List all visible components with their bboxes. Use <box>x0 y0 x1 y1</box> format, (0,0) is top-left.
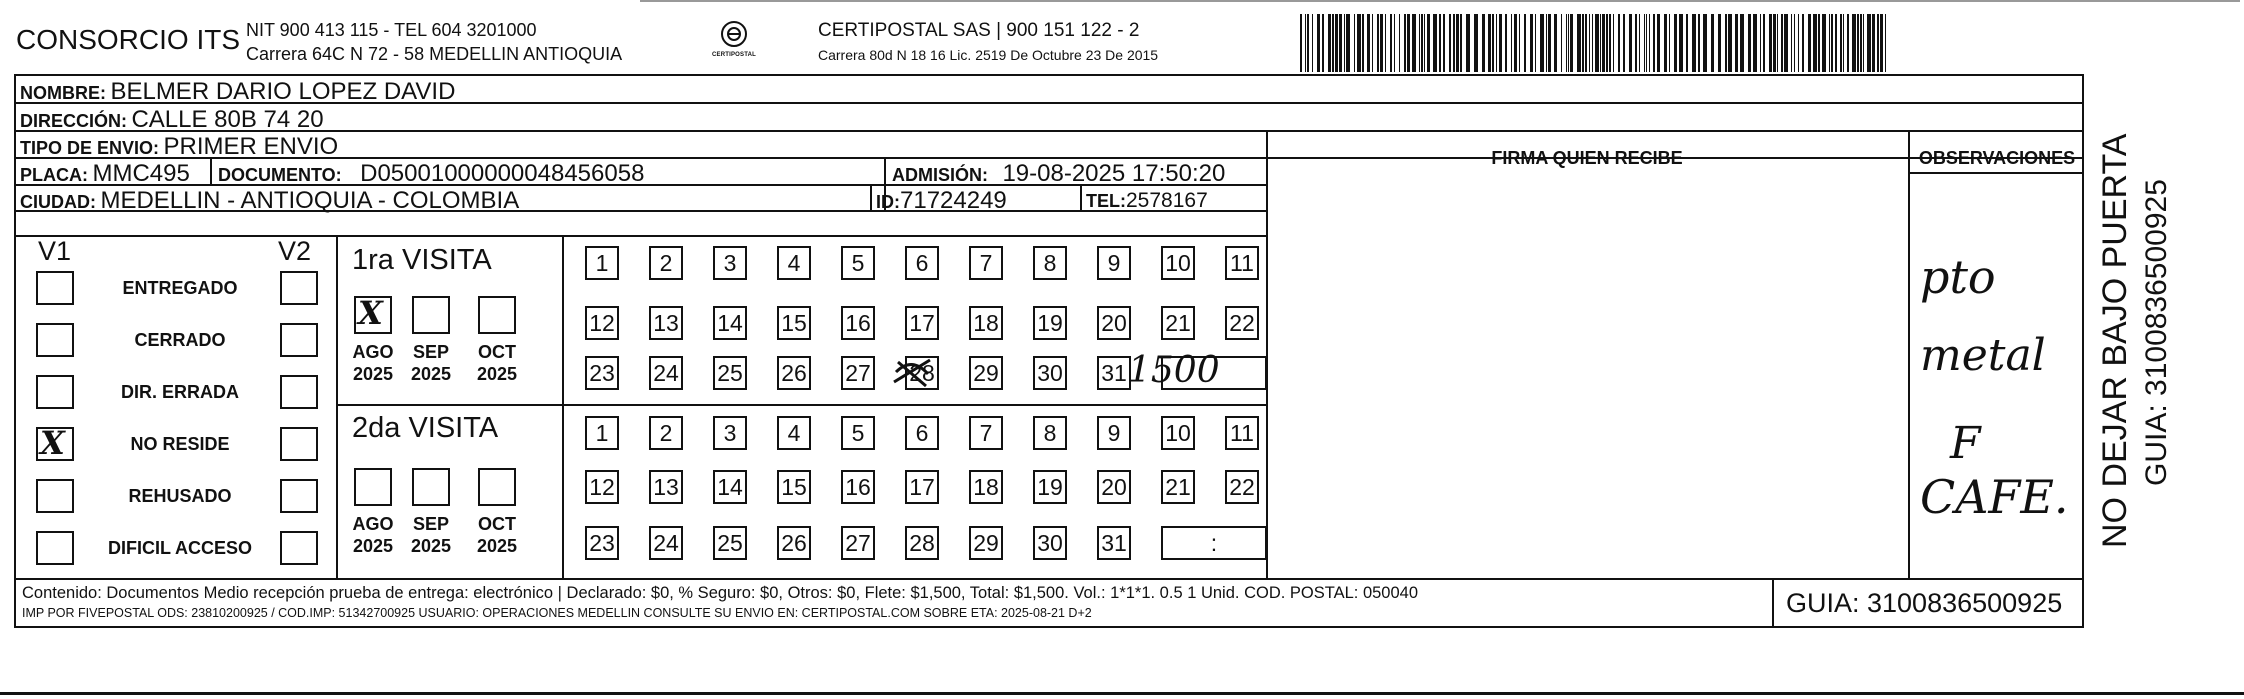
visita2-day-box[interactable]: 23 <box>585 526 619 560</box>
obs-handwriting-2: metal <box>1920 330 2046 381</box>
documento-row <box>218 160 644 188</box>
col-days-left <box>562 235 564 580</box>
visita1-day-box[interactable]: 2 <box>649 246 683 280</box>
row-line-obs <box>1908 172 2084 174</box>
frame-left-foot <box>14 578 16 628</box>
visita1-month-label: SEP <box>412 342 450 362</box>
visita2-day-box[interactable]: 8 <box>1033 416 1067 450</box>
ciudad-label: CIUDAD: <box>20 192 96 212</box>
visita2-day-box[interactable]: 27 <box>841 526 875 560</box>
col-obs-left <box>1908 130 1910 580</box>
visita2-day-box[interactable]: 30 <box>1033 526 1067 560</box>
frame-left <box>14 74 16 580</box>
visita2-year-label: 2025 <box>410 536 452 556</box>
visita2-day-box[interactable]: 15 <box>777 470 811 504</box>
visita1-day-box[interactable]: 12 <box>585 306 619 340</box>
id-value: 71724249 <box>900 187 1007 214</box>
status-label: DIR. ERRADA <box>120 382 239 402</box>
v1-checkbox[interactable] <box>36 531 74 565</box>
row-line-6 <box>14 235 1266 237</box>
v1-header: V1 <box>38 236 72 266</box>
visita2-day-box[interactable]: 25 <box>713 526 747 560</box>
visita2-day-box[interactable]: 26 <box>777 526 811 560</box>
visita1-day-box[interactable]: 29 <box>969 356 1003 390</box>
visita2-day-box[interactable]: 6 <box>905 416 939 450</box>
visita2-day-box[interactable]: 18 <box>969 470 1003 504</box>
nombre-label: NOMBRE: <box>20 83 106 103</box>
obs-handwriting-4: CAFE. <box>1920 470 2069 524</box>
visita2-day-box[interactable]: 4 <box>777 416 811 450</box>
id-row <box>876 187 1007 215</box>
tel-value: 2578167 <box>1126 189 1208 212</box>
visita2-day-box[interactable]: 21 <box>1161 470 1195 504</box>
visita2-day-box[interactable]: 3 <box>713 416 747 450</box>
visita2-day-box[interactable]: 28 <box>905 526 939 560</box>
visita1-day-box[interactable]: 10 <box>1161 246 1195 280</box>
visita2-day-box[interactable]: 2 <box>649 416 683 450</box>
direccion-label: DIRECCIÓN: <box>20 111 127 131</box>
visita1-day-box[interactable]: 20 <box>1097 306 1131 340</box>
company-name: CONSORCIO ITS <box>16 24 241 55</box>
visita1-day-box[interactable]: 1 <box>585 246 619 280</box>
admision-value: 19-08-2025 17:50:20 <box>1002 160 1226 187</box>
footer-contenido: Contenido: Documentos Medio recepción prueba de entrega: electrónico | Declarado: $0, % Seguro: $0, Otros: $0, Flete: $1,500, Total: $1,500. Vol.: 1*1*1. 0.5 1 Unid. COD. POSTAL: 050040 <box>22 584 1419 602</box>
visita1-day-box[interactable]: 9 <box>1097 246 1131 280</box>
side-no-dejar: NO DEJAR BAJO PUERTA <box>2096 133 2134 548</box>
status-label: NO RESIDE <box>130 434 230 454</box>
logo-text: CERTIPOSTAL <box>711 52 757 58</box>
ciudad-row <box>20 187 519 215</box>
visita1-day-box[interactable]: 19 <box>1033 306 1067 340</box>
visita2-year-label: 2025 <box>352 536 394 556</box>
obs-handwriting-1: pto <box>1920 250 1996 304</box>
visita2-month-checkbox[interactable] <box>412 468 450 506</box>
visita2-day-box[interactable]: 24 <box>649 526 683 560</box>
placa-label: PLACA: <box>20 165 88 185</box>
visita1-day-box[interactable]: 3 <box>713 246 747 280</box>
visita1-day-box[interactable]: 28 <box>905 356 939 390</box>
footer-guia: GUIA: 3100836500925 <box>1786 588 2063 618</box>
visita1-day-box[interactable]: 31 <box>1097 356 1131 390</box>
visita2-day-box[interactable]: 12 <box>585 470 619 504</box>
footer-imp: IMP POR FIVEPOSTAL ODS: 23810200925 / COD.IMP: 51342700925 USUARIO: OPERACIONES MEDELLIN CONSULTE SU ENVIO EN: CERTIPOSTAL.COM SOBRE ETA: 2025-08-21 D+2 <box>22 606 1092 620</box>
barcode <box>1300 14 1890 72</box>
visita1-day-box[interactable]: 5 <box>841 246 875 280</box>
visita2-day-box[interactable]: 1 <box>585 416 619 450</box>
visita1-year-label: 2025 <box>352 364 394 384</box>
visita1-day-box[interactable]: 30 <box>1033 356 1067 390</box>
tipo-label: TIPO DE ENVIO: <box>20 138 160 158</box>
visita1-day-box[interactable]: 13 <box>649 306 683 340</box>
visita1-day-box[interactable]: 26 <box>777 356 811 390</box>
visita1-day-box[interactable]: 24 <box>649 356 683 390</box>
tipo-value: PRIMER ENVIO <box>163 133 339 160</box>
status-label: REHUSADO <box>128 486 232 506</box>
visita1-day-box[interactable]: 18 <box>969 306 1003 340</box>
company-nit: NIT 900 413 115 - TEL 604 3201000 <box>246 20 537 40</box>
admision-label: ADMISIÓN: <box>892 165 988 185</box>
visita2-month-label: AGO <box>352 514 394 534</box>
documento-label: DOCUMENTO: <box>218 165 342 185</box>
col-placa <box>210 157 212 185</box>
visita1-day-box[interactable]: 23 <box>585 356 619 390</box>
side-guia: GUIA: 3100836500925 <box>2140 179 2173 486</box>
v2-header: V2 <box>278 236 312 266</box>
admision-row <box>892 160 1225 188</box>
visita-divider <box>336 404 1266 406</box>
obs-handwriting-3: F <box>1950 418 1981 469</box>
page-edge-top <box>640 0 2240 2</box>
visita2-day-box[interactable]: 5 <box>841 416 875 450</box>
observaciones-header: OBSERVACIONES <box>1918 148 2076 168</box>
visita1-day-box[interactable]: 22 <box>1225 306 1259 340</box>
visita1-day-box[interactable]: 25 <box>713 356 747 390</box>
visita2-month-checkbox[interactable] <box>354 468 392 506</box>
visita2-day-box[interactable]: 7 <box>969 416 1003 450</box>
nombre-row <box>20 78 455 106</box>
col-firma-left <box>1266 130 1268 580</box>
placa-value: MMC495 <box>92 160 190 187</box>
visita2-year-label: 2025 <box>476 536 518 556</box>
status-label: DIFICIL ACCESO <box>107 538 252 558</box>
visita-label-divider <box>336 235 338 580</box>
visita1-day-box[interactable]: 7 <box>969 246 1003 280</box>
firma-header: FIRMA QUIEN RECIBE <box>1491 148 1683 168</box>
id-label: ID: <box>876 192 900 212</box>
visita2-month-label: SEP <box>412 514 450 534</box>
col-guia-foot <box>1772 578 1774 628</box>
visita2-day-box[interactable]: 19 <box>1033 470 1067 504</box>
visita2-day-box[interactable]: 17 <box>905 470 939 504</box>
direccion-value: CALLE 80B 74 20 <box>131 106 324 133</box>
carrier-line: CERTIPOSTAL SAS | 900 151 122 - 2 <box>818 20 1140 41</box>
visita2-title: 2da VISITA <box>352 412 499 444</box>
visita1-month-label: AGO <box>352 342 394 362</box>
visita1-day-box[interactable]: 6 <box>905 246 939 280</box>
visita2-day-box[interactable]: 16 <box>841 470 875 504</box>
placa-row <box>20 160 190 188</box>
documento-value: D05001000000048456058 <box>360 160 645 187</box>
nombre-value: BELMER DARIO LOPEZ DAVID <box>110 78 456 105</box>
ciudad-value: MEDELLIN - ANTIOQUIA - COLOMBIA <box>100 187 520 214</box>
frame-top <box>14 74 2084 76</box>
visita1-day-box[interactable]: 16 <box>841 306 875 340</box>
col-id <box>870 184 872 210</box>
visita1-month-checkbox[interactable] <box>412 296 450 334</box>
tipo-row <box>20 133 338 161</box>
visita2-day-box[interactable]: 10 <box>1161 416 1195 450</box>
visita2-day-box[interactable]: 29 <box>969 526 1003 560</box>
row-line-2 <box>14 130 2084 132</box>
v2-checkbox[interactable] <box>280 323 318 357</box>
certipostal-logo-icon <box>706 18 762 66</box>
visita1-day-box[interactable]: 14 <box>713 306 747 340</box>
visita1-day-box[interactable]: 15 <box>777 306 811 340</box>
v1-checkbox[interactable] <box>36 375 74 409</box>
visita2-month-label: OCT <box>478 514 516 534</box>
visita1-day-box[interactable]: 11 <box>1225 246 1259 280</box>
v2-checkbox[interactable] <box>280 427 318 461</box>
visita1-day-box[interactable]: 8 <box>1033 246 1067 280</box>
v1-checkbox[interactable] <box>36 479 74 513</box>
v1-checkbox[interactable] <box>36 323 74 357</box>
carrier-address: Carrera 80d N 18 16 Lic. 2519 De Octubre 23 De 2015 <box>818 47 1159 63</box>
tel-row <box>1086 189 1208 213</box>
visita2-month-checkbox[interactable] <box>478 468 516 506</box>
v1-check-mark: X <box>40 424 65 462</box>
visita1-title: 1ra VISITA <box>352 244 492 276</box>
visita1-day-box[interactable]: 4 <box>777 246 811 280</box>
frame-right-foot <box>2082 578 2084 628</box>
visita1-day-box[interactable]: 27 <box>841 356 875 390</box>
visita2-day-box[interactable]: 13 <box>649 470 683 504</box>
status-label: CERRADO <box>134 330 226 350</box>
visita1-month-label: OCT <box>478 342 516 362</box>
visita1-year-label: 2025 <box>410 364 452 384</box>
visita1-month-checkbox[interactable] <box>478 296 516 334</box>
direccion-row <box>20 106 324 134</box>
v1-checkbox[interactable] <box>36 271 74 305</box>
visita2-day-box[interactable]: 22 <box>1225 470 1259 504</box>
visita2-day-box[interactable]: 14 <box>713 470 747 504</box>
visita1-year-label: 2025 <box>476 364 518 384</box>
v2-checkbox[interactable] <box>280 375 318 409</box>
v2-checkbox[interactable] <box>280 531 318 565</box>
page-edge-bottom <box>0 692 2244 695</box>
visita2-day-box[interactable]: 9 <box>1097 416 1131 450</box>
status-label: ENTREGADO <box>122 278 238 298</box>
tel-label: TEL: <box>1086 191 1126 211</box>
visita2-day-box[interactable]: 20 <box>1097 470 1131 504</box>
company-address: Carrera 64C N 72 - 58 MEDELLIN ANTIOQUIA <box>246 44 623 64</box>
visita1-day-box[interactable]: 21 <box>1161 306 1195 340</box>
visita2-day-box[interactable]: 31 <box>1097 526 1131 560</box>
month-check-mark: X <box>358 294 383 332</box>
visita1-day-box[interactable]: 17 <box>905 306 939 340</box>
visita2-day-box[interactable]: 11 <box>1225 416 1259 450</box>
handwritten-time: 1500 <box>1128 350 1220 391</box>
v2-checkbox[interactable] <box>280 271 318 305</box>
visita2-time-box[interactable]: : <box>1161 526 1267 560</box>
v2-checkbox[interactable] <box>280 479 318 513</box>
day-strike-mark <box>890 352 934 392</box>
